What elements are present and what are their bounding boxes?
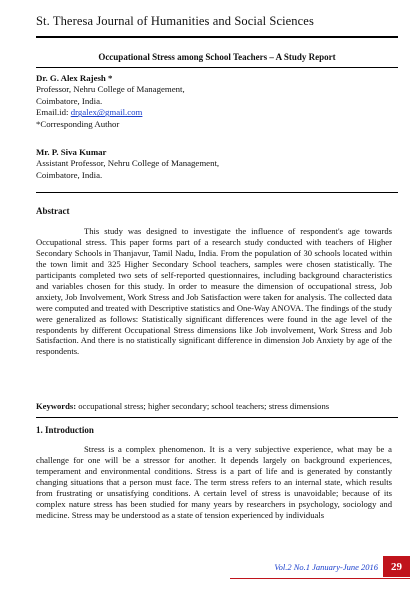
- email-label: Email.id:: [36, 107, 71, 118]
- authors-divider: [36, 192, 398, 193]
- keywords-section: [36, 401, 392, 412]
- keywords-label: Keywords:: [36, 401, 77, 411]
- abstract-text: This study was designed to investigate the influence of respondent's age towards Occupational stress. This paper forms part of a research study conducted with teachers of Higher Secondary Schools in Thanjavur, Tamil Nadu, India. From the population of 30 schools located within the town limit and 325 Higher Secondary School teachers, samples were chosen statistically. The participants completed two sets of self-reported questionnaires, including background characteristics and variables chosen for this study. In order to measure the dimension of occupational stress, Job anxiety, Job Involvement, Work Stress and Job Satisfaction were taken for analysis. The collected data were computed and treated with Descriptive statistics and One-Way ANOVA. The findings of the study were generalized as follows: Statistically significant differences were found in the age level of the respondents by different Occupational Stress dimensions like Job involvement, Work Stress and Job Satisfaction. And there is no statistically significant difference in dimension Job Anxiety by age of the respondents.: [36, 226, 392, 357]
- abstract-section: [36, 206, 392, 357]
- author-location: Coimbatore, India.: [36, 169, 103, 180]
- author-affiliation: Professor, Nehru College of Management,: [36, 84, 185, 95]
- keywords-text: occupational stress; higher secondary; school teachers; stress dimensions: [76, 401, 330, 411]
- footer-rule: [230, 578, 410, 579]
- author-email-line: [36, 107, 380, 118]
- abstract-heading: Abstract: [36, 206, 70, 216]
- introduction-section: [36, 425, 392, 521]
- keywords-divider: [36, 417, 398, 418]
- title-divider: [36, 67, 398, 68]
- introduction-text: Stress is a complex phenomenon. It is a very subjective experience, what may be a challenge for one will be a stressor for another. It depends largely on background experiences, temperament and environmental conditions. Stress is a part of life and is generated by constantly changing situations that a person must face. The term stress refers to an internal state, which results from frustrating or unsatisfying conditions. A certain level of stress is unavoidable; because of its complex nature stress has been studied for many years by researchers in psychology, sociology and medicine. Stress may be understood as a state of tension experienced by individuals: [36, 444, 392, 520]
- author-block-1: [36, 73, 380, 130]
- author-affiliation: Assistant Professor, Nehru College of Management,: [36, 158, 220, 169]
- author-location: Coimbatore, India.: [36, 95, 103, 106]
- header-rule: [36, 36, 398, 38]
- journal-title: St. Theresa Journal of Humanities and Social Sciences: [36, 14, 314, 28]
- author-block-2: [36, 147, 380, 181]
- page-number: 29: [383, 556, 410, 577]
- corresponding-author-note: *Corresponding Author: [36, 118, 120, 129]
- issue-info: Vol.2 No.1 January-June 2016: [274, 562, 378, 572]
- author-email-link[interactable]: drgalex@gmail.com: [70, 107, 143, 118]
- author-name: Dr. G. Alex Rajesh *: [36, 73, 113, 83]
- author-name: Mr. P. Siva Kumar: [36, 147, 107, 157]
- introduction-heading: 1. Introduction: [36, 425, 94, 435]
- paper-title: Occupational Stress among School Teachers – A Study Report: [98, 52, 336, 62]
